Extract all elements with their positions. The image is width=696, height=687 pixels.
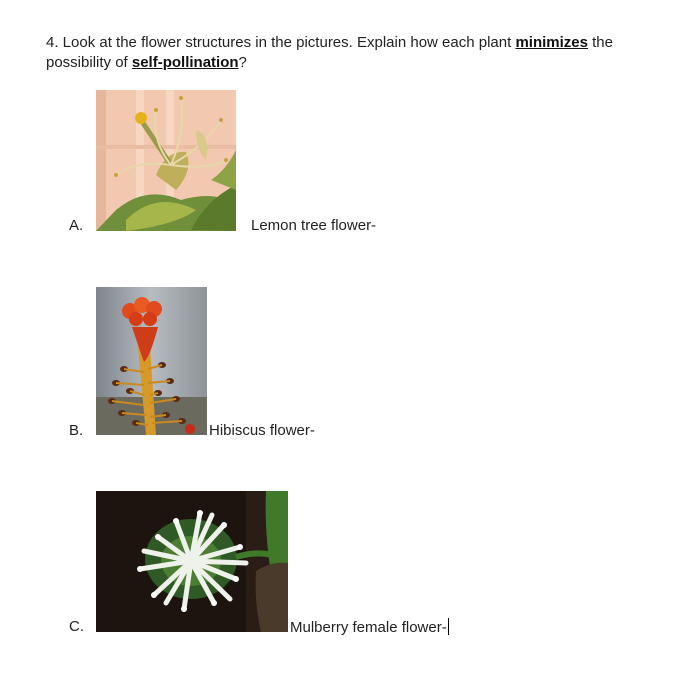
- item-a-caption: Lemon tree flower-: [251, 217, 377, 234]
- item-a-letter: A.: [69, 217, 84, 234]
- item-b-caption: Hibiscus flower-: [209, 422, 315, 439]
- keyword-self-pollination: self-pollination: [131, 54, 239, 71]
- question-middle: the possibility of: [46, 34, 613, 71]
- item-c-letter: C.: [69, 618, 84, 635]
- item-b-letter: B.: [69, 422, 84, 439]
- hibiscus-flower-photo[interactable]: [96, 287, 207, 435]
- item-c-caption[interactable]: [290, 618, 449, 637]
- text-cursor: [448, 618, 449, 635]
- lemon-flower-photo[interactable]: [96, 90, 236, 231]
- question-suffix: ?: [238, 54, 247, 71]
- mulberry-flower-photo[interactable]: [96, 491, 288, 632]
- keyword-minimizes: minimizes: [515, 34, 588, 51]
- item-c-caption-text: Mulberry female flower-: [290, 619, 447, 636]
- question-prompt: 4. Look at the flower structures in the pictures. Explain how each plant: [46, 34, 516, 51]
- question-text[interactable]: [46, 33, 671, 73]
